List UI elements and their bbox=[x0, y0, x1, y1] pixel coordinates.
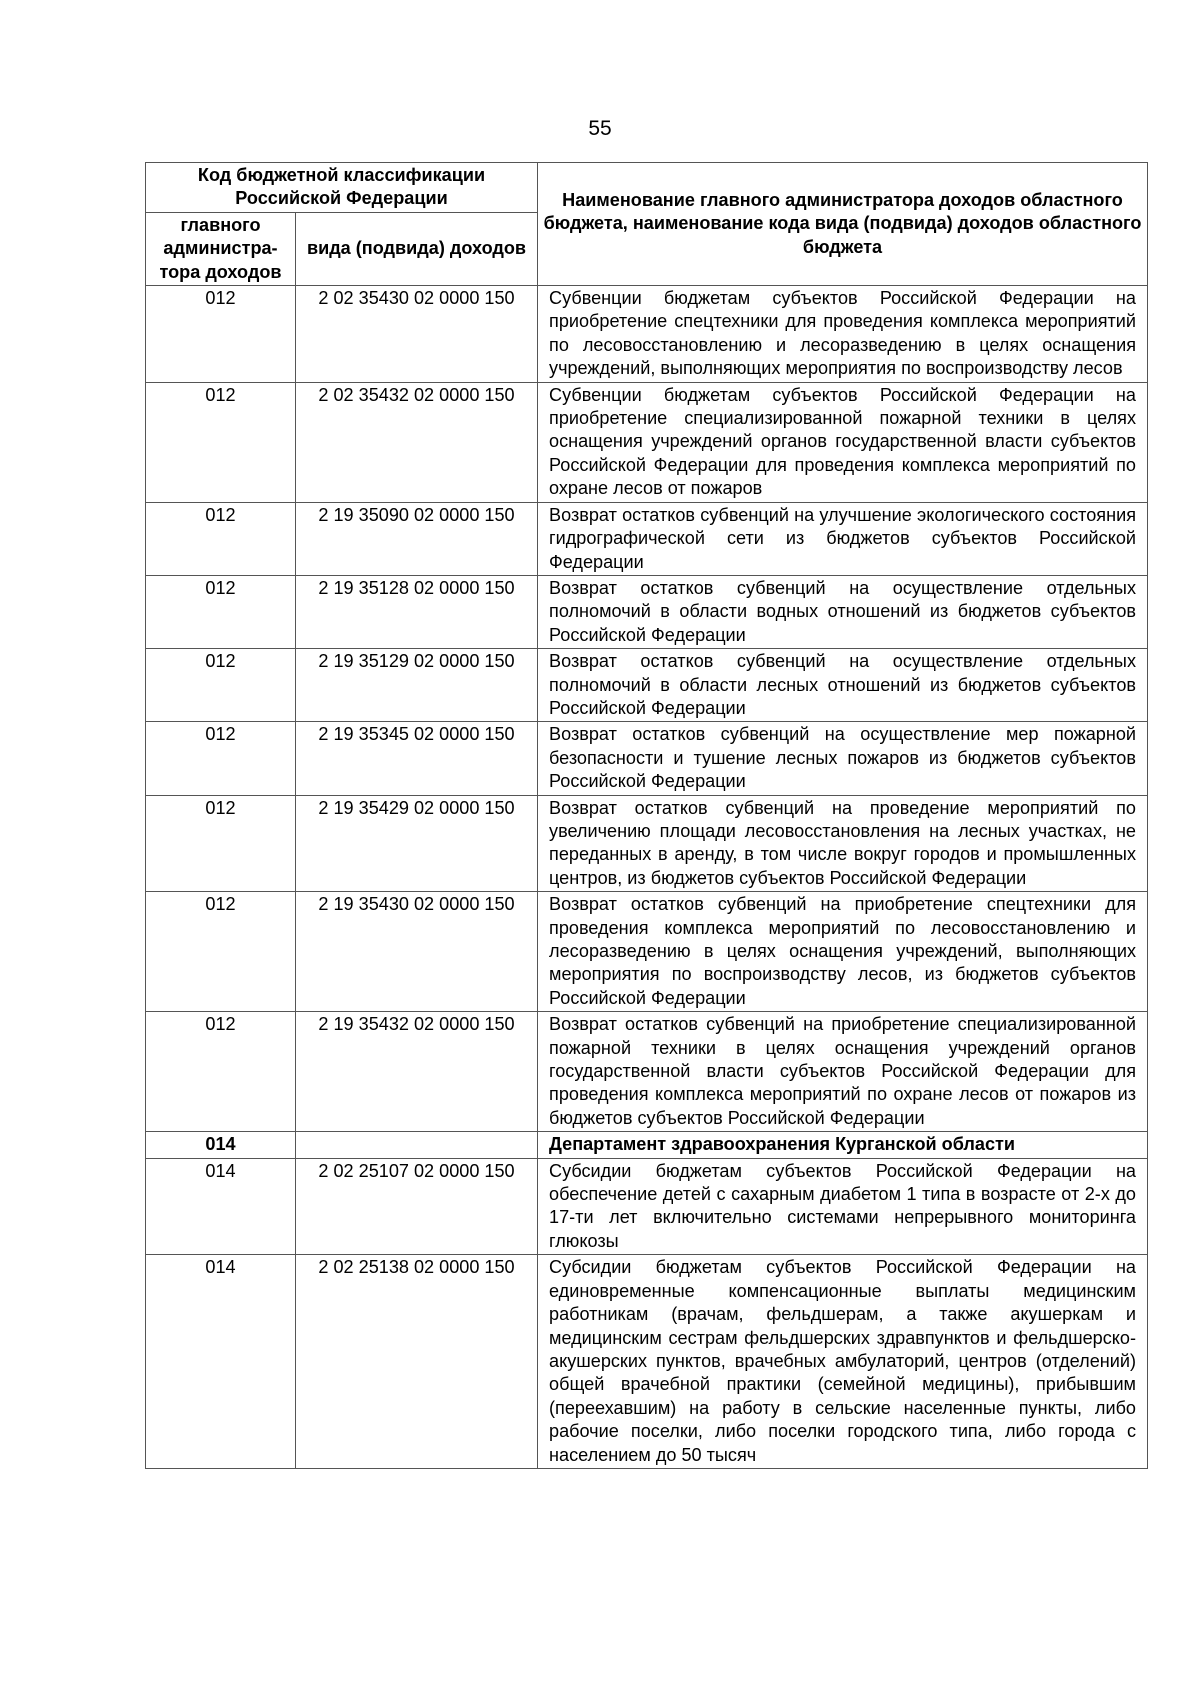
table-row bbox=[146, 286, 1148, 383]
income-code-cell: 2 02 25107 02 0000 150 bbox=[296, 1158, 538, 1255]
income-code-cell: 2 19 35432 02 0000 150 bbox=[296, 1012, 538, 1132]
table-row bbox=[146, 1255, 1148, 1469]
income-description-cell: Возврат остатков субвенций на осуществление мер пожарной безопасности и тушение лесных пожаров из бюджетов субъектов Российской Федерации bbox=[538, 722, 1148, 795]
admin-code-cell: 012 bbox=[146, 722, 296, 795]
admin-code-cell: 012 bbox=[146, 892, 296, 1012]
income-code-cell: 2 19 35090 02 0000 150 bbox=[296, 502, 538, 575]
admin-code-cell: 012 bbox=[146, 502, 296, 575]
income-code-cell: 2 19 35129 02 0000 150 bbox=[296, 649, 538, 722]
page-number: 55 bbox=[588, 117, 612, 140]
table-section-row bbox=[146, 1132, 1148, 1158]
admin-code-cell: 012 bbox=[146, 649, 296, 722]
income-description-cell: Возврат остатков субвенций на приобретение спецтехники для проведения комплекса мероприятий по лесовосстановлению и лесоразведению в целях оснащения учреждений, выполняющих мероприятия по воспроизводству лесов, из бюджетов субъектов Российской Федерации bbox=[538, 892, 1148, 1012]
income-description-cell: Возврат остатков субвенций на осуществление отдельных полномочий в области водных отношений из бюджетов субъектов Российской Федерации bbox=[538, 575, 1148, 648]
income-description-cell: Возврат остатков субвенций на приобретение специализированной пожарной техники в целях оснащения учреждений органов государственной власти субъектов Российской Федерации для проведения комплекса мероприятий по охране лесов от пожаров из бюджетов субъектов Российской Федерации bbox=[538, 1012, 1148, 1132]
table-row bbox=[146, 1158, 1148, 1255]
table-row bbox=[146, 575, 1148, 648]
admin-code-cell: 012 bbox=[146, 382, 296, 502]
income-description-cell: Субсидии бюджетам субъектов Российской Федерации на единовременные компенсационные выплаты медицинским работникам (врачам, фельдшерам, а также акушеркам и медицинским сестрам фельдшерских здравпунктов и фельдшерско-акушерских пунктов, врачебных амбулаторий, центров (отделений) общей врачебной практики (семейной медицины), прибывшим (переехавшим) на работу в сельские населенные пункты, либо рабочие поселки, либо поселки городского типа, либо города с населением до 50 тысяч bbox=[538, 1255, 1148, 1469]
admin-code-cell: 012 bbox=[146, 575, 296, 648]
table-row bbox=[146, 1012, 1148, 1132]
table-row bbox=[146, 502, 1148, 575]
income-code-cell: 2 02 25138 02 0000 150 bbox=[296, 1255, 538, 1469]
income-description-cell: Субвенции бюджетам субъектов Российской Федерации на приобретение специализированной пожарной техники в целях оснащения учреждений органов государственной власти субъектов Российской Федерации для проведения комплекса мероприятий по охране лесов от пожаров bbox=[538, 382, 1148, 502]
admin-code-cell: 014 bbox=[146, 1132, 296, 1158]
header-group-title: Код бюджетной классификации Российской Федерации bbox=[146, 163, 538, 213]
admin-code-cell: 012 bbox=[146, 286, 296, 383]
income-code-cell: 2 02 35432 02 0000 150 bbox=[296, 382, 538, 502]
income-code-cell: 2 02 35430 02 0000 150 bbox=[296, 286, 538, 383]
admin-code-cell: 012 bbox=[146, 1012, 296, 1132]
table-row bbox=[146, 649, 1148, 722]
income-description-cell: Субвенции бюджетам субъектов Российской Федерации на приобретение спецтехники для проведения комплекса мероприятий по лесовосстановлению и лесоразведению в целях оснащения учреждений, выполняющих мероприятия по воспроизводству лесов bbox=[538, 286, 1148, 383]
header-code-column: вида (подвида) доходов bbox=[296, 212, 538, 285]
header-admin-column: главного администра-тора доходов bbox=[146, 212, 296, 285]
income-code-cell: 2 19 35345 02 0000 150 bbox=[296, 722, 538, 795]
income-description-cell: Возврат остатков субвенций на улучшение экологического состояния гидрографической сети из бюджетов субъектов Российской Федерации bbox=[538, 502, 1148, 575]
table-row bbox=[146, 892, 1148, 1012]
income-code-cell: 2 19 35430 02 0000 150 bbox=[296, 892, 538, 1012]
admin-code-cell: 014 bbox=[146, 1255, 296, 1469]
income-code-cell: 2 19 35128 02 0000 150 bbox=[296, 575, 538, 648]
income-description-cell: Возврат остатков субвенций на осуществление отдельных полномочий в области лесных отношений из бюджетов субъектов Российской Федерации bbox=[538, 649, 1148, 722]
income-code-cell: 2 19 35429 02 0000 150 bbox=[296, 795, 538, 892]
income-description-cell: Департамент здравоохранения Курганской области bbox=[538, 1132, 1148, 1158]
table-row bbox=[146, 795, 1148, 892]
table-row bbox=[146, 722, 1148, 795]
income-description-cell: Возврат остатков субвенций на проведение мероприятий по увеличению площади лесовосстановления на лесных участках, не переданных в аренду, в том числе вокруг городов и промышленных центров, из бюджетов субъектов Российской Федерации bbox=[538, 795, 1148, 892]
admin-code-cell: 012 bbox=[146, 795, 296, 892]
income-code-cell bbox=[296, 1132, 538, 1158]
table-row bbox=[146, 382, 1148, 502]
table-header bbox=[146, 163, 1148, 286]
header-name-column: Наименование главного администратора доходов областного бюджета, наименование кода вида (подвида) доходов областного бюджета bbox=[538, 163, 1148, 286]
budget-classification-table bbox=[145, 162, 1148, 1469]
admin-code-cell: 014 bbox=[146, 1158, 296, 1255]
income-description-cell: Субсидии бюджетам субъектов Российской Федерации на обеспечение детей с сахарным диабетом 1 типа в возрасте от 2-х до 17-ти лет включительно системами непрерывного мониторинга глюкозы bbox=[538, 1158, 1148, 1255]
table-body bbox=[146, 286, 1148, 1469]
